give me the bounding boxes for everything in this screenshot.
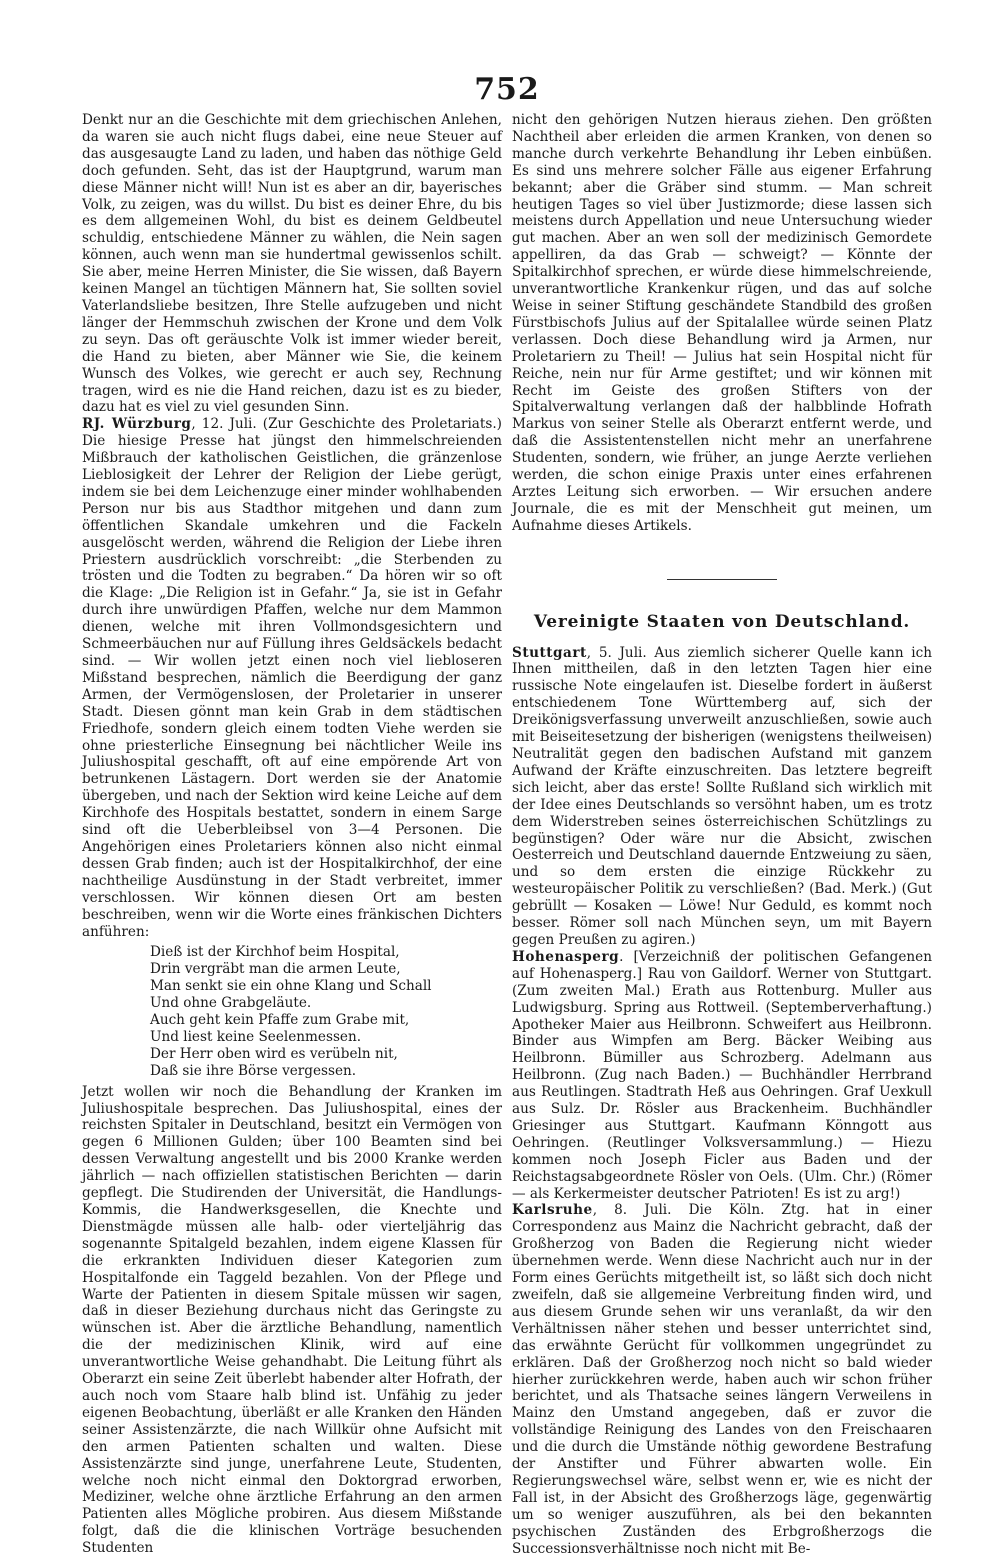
poem-line: Daß sie ihre Börse vergessen.	[150, 1062, 357, 1079]
article-paragraph	[512, 1202, 932, 1557]
article-text: , 5. Juli. Aus ziemlich sicherer Quelle kann ich Ihnen mittheilen, daß in den letzten Tagen hier eine russische Note eingelaufen ist. Dieselbe fordert in äußerst entschiedenem Tone Württemberg auf, sich der Dreikönigsverfassung unverweilt anzuschließen, sowie auch mit Beiseitesetzung der bisherigen (wenigstens theilweisen) Neutralität gegen den badischen Aufstand mit ganzem Aufwand der Kräfte einzuschreiten. Das letztere begreift sich leicht, aber das erste! Sollte Rußland sich wirklich mit der Idee eines Deutschlands so versöhnt haben, um es trotz dem Widerstreben seines österreichischen Schützlings zu begünstigen? Oder wäre nur die Absicht, zwischen Oesterreich und Deutschland dauernde Entzweiung zu säen, und so dem ersten die einzige Rückkehr zu westeuropäischer Politik zu verschließen? (Bad. Merk.) (Gut gebrüllt — Kosaken — Löwe! Nur Geduld, es kommt noch besser. Römer soll nach München seyn, um mit Bayern gegen Preußen zu agiren.)	[512, 644, 932, 948]
article-text: . [Verzeichniß der politischen Gefangenen auf Hohenasperg.] Rau von Gaildorf. Werner von Stuttgart. (Zum zweiten Mal.) Erath aus Rottenburg. Muller aus Ludwigsburg. Spring aus Rottweil. (Septemberverhaftung.) Apotheker Maier aus Heilbronn. Schweifert aus Heilbronn. Binder aus Wimpfen am Berg. Bäcker Weibing aus Heilbronn. Bümiller aus Schrozberg. Adelmann aus Heilbronn. (Zug nach Baden.) — Buchhändler Herrbrand aus Reutlingen. Stadtrath Heß aus Oehringen. Graf Uexkull aus Sulz. Dr. Rösler aus Brackenheim. Buchhändler Griesinger aus Stuttgart. Kaufmann Könngott aus Oehringen. (Reutlinger Volksversammlung.) — Hiezu kommen noch Joseph Ficler aus Baden und der Reichstagsabgeordnete Rösler von Oels. (Ulm. Chr.) (Römer — als Kerkermeister deutscher Patrioten! Es ist zu arg!)	[512, 948, 932, 1202]
dateline: Stuttgart	[512, 644, 587, 661]
poem-line: Auch geht kein Pfaffe zum Grabe mit,	[150, 1012, 410, 1029]
article-text: Denkt nur an die Geschichte mit dem griechischen Anlehen, da waren sie auch nicht flugs dabei, eine neue Steuer auf das ausgesaugte Land zu laden, und haben das nöthige Geld doch gefunden. Seht, das ist der Hauptgrund, warum man diese Männer nicht will! Nun ist es aber an dir, bayerisches Volk, zu zeigen, was du willst. Du bist es deiner Ehre, du bis es dem allgemeinen Wohl, du bist es deinem Geldbeutel schuldig, entschiedene Männer zu wählen, die Nein sagen können, auch wenn man sie hundertmal gewissenlos schilt. Sie aber, meine Herren Minister, die Sie wissen, daß Bayern keinen Mangel an tüchtigen Männern hat, Sie sollten soviel Vaterlandsliebe besitzen, Ihre Stelle aufzugeben und nicht länger der Hemmschuh zwischen der Krone und dem Volk zu seyn. Das oft geräuschte Volk ist immer wieder bereit, die Hand zu bieten, aber Männer wie Sie, die keinem Wunsch des Volkes, wie gerecht er auch sey, Rechnung tragen, wird es nie die Hand reichen, dazu ist es zu bieder, dazu hat es viel zu viel gesunden Sinn.	[82, 112, 502, 416]
poem-line: Man senkt sie ein ohne Klang und Schall	[150, 978, 432, 995]
page-number: 752	[474, 72, 540, 107]
article-text: nicht den gehörigen Nutzen hieraus ziehen. Den größten Nachtheil aber erleiden die armen Kranken, von denen so manche durch verkehrte Behandlung ihr Leben einbüßen. Es sind uns mehrere solcher Fälle aus eigener Erfahrung bekannt; aber die Gräber sind stumm. — Man schreit heutigen Tages so viel über Justizmorde; diese lassen sich meistens durch Appellation und neue Untersuchung wieder gut machen. Aber an wen soll der medizinisch Gemordete appelliren, da das Grab — schweigt? — Könnte der Spitalkirchhof sprechen, er würde diese himmelschreiende, unverantwortliche Krankenkur rügen, und das auf solche Weise in seiner Stiftung geschändete Standbild des großen Fürstbischofs Julius auf der Spitalallee würde seinen Platz verlassen. Doch diese Behandlung wird ja Armen, nur Proletariern zu Theil! — Julius hat sein Hospital nicht für Reiche, nein nur für Arme gestiftet; und wir können mit Recht im Geiste des großen Stifters von der Spitalverwaltung verlangen daß der halbblinde Hofrath Markus von seiner Stelle als Oberarzt entfernt werde, und daß die Assistentenstellen nicht mehr an unerfahrene Studenten, sondern, wie früher, an junge Aerzte verliehen werden, die schon einige Praxis unter eines erfahrenen Arztes Leitung sich erworben. — Wir ersuchen andere Journale, die es mit der Menschheit gut meinen, um Aufnahme dieses Artikels.	[512, 112, 932, 534]
article-text: Jetzt wollen wir noch die Behandlung der Kranken im Juliushospitale besprechen. Das Juliushospital, eines der reichsten Spitaler in Deutschland, besitzt ein Vermögen von gegen 6 Millionen Gulden; über 100 Beamten sind bei dessen Verwaltung angestellt und bis 2000 Kranke werden jährlich — nach offiziellen statistischen Berichten — darin gepflegt. Die Studirenden der Universität, die Handlungs-Kommis, die Handwerksgesellen, die Knechte und Dienstmägde müssen alle halb- oder vierteljährig das sogenannte Spitalgeld bezahlen, indem eigene Klassen für die erkrankten Individuen dieser Kategorien zum Hospitalfonde ein Taggeld bezahlen. Von der Pflege und Warte der Patienten in diesem Spitale müssen wir sagen, daß in dieser Beziehung durchaus nicht das Geringste zu wünschen ist. Aber die ärztliche Behandlung, namentlich die der medizinischen Klinik, wird auf eine unverantwortliche Weise gehandhabt. Die Leitung führt als Oberarzt ein seine Zeit überlebt habender alter Hofrath, der auch noch vom Staare halb blind ist. Unfähig zu jeder eigenen Beobachtung, überläßt er alle Kranken den Händen seiner Assistenzärzte, die nach Willkür ohne Aufsicht mit den armen Patienten schalten und walten. Diese Assistenzärzte sind junge, unerfahrene Leute, Studenten, welche noch nicht einmal den Doktorgrad erworben, Mediziner, welche ohne ärztliche Erfahrung an den armen Patienten alles Mögliche probiren. Aus diesem Mißstande folgt, daß die die klinischen Vorträge besuchenden Studenten	[82, 1083, 502, 1557]
poem-line: Und liest keine Seelenmessen.	[150, 1028, 362, 1045]
poem-line: Dieß ist der Kirchhof beim Hospital,	[150, 944, 400, 961]
right-column	[512, 112, 932, 1558]
section-heading: Vereinigte Staaten von Deutschland.	[533, 611, 911, 632]
dateline: RJ. Würzburg	[82, 416, 192, 433]
poem-line: Und ohne Grabgeläute.	[150, 995, 312, 1012]
article-paragraph	[512, 645, 932, 949]
article-paragraph	[512, 949, 932, 1203]
poem-line: Drin vergräbt man die armen Leute,	[150, 961, 401, 978]
article-paragraph	[82, 416, 502, 940]
dateline: Hohenasperg	[512, 948, 620, 965]
article-text: , 8. Juli. Die Köln. Ztg. hat in einer Correspondenz aus Mainz die Nachricht gebracht, daß der Großherzog von Baden die Regierung nicht wieder übernehmen werde. Wenn diese Nachricht auch nur in der Form eines Gerüchts mitgetheilt ist, so läßt sich doch nicht zweifeln, daß sie allgemeine Verbreitung finden wird, und aus diesem Grunde sehen wir uns veranlaßt, da wir den Verhältnissen näher stehen und besser unterrichtet sind, das erwähnte Gerücht für vollkommen ungegründet zu erklären. Daß der Großherzog noch nicht so bald wieder hierher zurückkehren werde, haben auch wir schon früher berichtet, und als Thatsache seines längern Verweilens in Mainz den Umstand angegeben, daß er zuvor die vollständige Reinigung des Landes von den Freischaaren und die durch die Umstände nöthig gewordene Bestrafung der Anstifter und Führer abwarten wolle. Ein Regierungswechsel wäre, selbst wenn er, wie es nicht der Fall ist, in der Absicht des Großherzogs läge, gegenwärtig um so weniger auszuführen, als bei den bekannten psychischen Zuständen des Erbgroßherzogs die Successionsverhältnisse noch nicht mit Be-	[512, 1202, 932, 1557]
dateline: Karlsruhe	[512, 1202, 593, 1219]
left-column	[82, 112, 502, 1557]
section-divider	[667, 579, 777, 580]
poem-line: Der Herr oben wird es verübeln nit,	[150, 1045, 398, 1062]
poem	[150, 944, 502, 1079]
article-text: , 12. Juli. (Zur Geschichte des Proletariats.) Die hiesige Presse hat jüngst den himmelschreienden Mißbrauch der katholischen Geistlichen, die gränzenlose Lieblosigkeit der Lehrer der Religion der Liebe gerügt, indem sie bei dem Leichenzuge einer minder wohlhabenden Person nur bis aus Stadthor mitgehen und dann zum öffentlichen Skandale umkehren und die Fackeln ausgelöscht werden, während die Religion der Liebe ihren Priestern ausdrücklich vorschreibt: „die Sterbenden zu trösten und die Todten zu begraben.“ Da hören wir so oft die Klage: „Die Religion ist in Gefahr.“ Ja, sie ist in Gefahr durch ihre unwürdigen Pfaffen, welche nur dem Mammon dienen, welche mit ihren Vollmondsgesichtern und Schmeerbäuchen nur auf Füllung ihres Geldsäckels bedacht sind. — Wir wollen jetzt einen noch viel liebloseren Mißstand besprechen, nämlich die Beerdigung der ganz Armen, der Vermögenslosen, der Proletarier in unserer Stadt. Diesen gönnt man kein Grab in dem städtischen Friedhofe, sondern gleich einem todten Viehe werden sie ohne priesterliche Einsegnung bei nächtlicher Weile ins Juliushospital geschafft, oft auf eine empörende Art von betrunkenen Lästagern. Dort werden sie der Anatomie übergeben, und nach der Sektion wird keine Leiche auf dem Kirchhofe des Hospitals bestattet, sondern in einem Sarge sind oft die Ueberbleibsel von 3—4 Personen. Die Angehörigen eines Proletariers können also nicht einmal dessen Grab finden; auch ist der Hospitalkirchhof, der eine nachtheilige Ausdünstung in der Stadt verbreitet, immer verschlossen. Wir können diesen Ort am besten beschreiben, wenn wir die Worte eines fränkischen Dichters anführen:	[82, 416, 502, 940]
